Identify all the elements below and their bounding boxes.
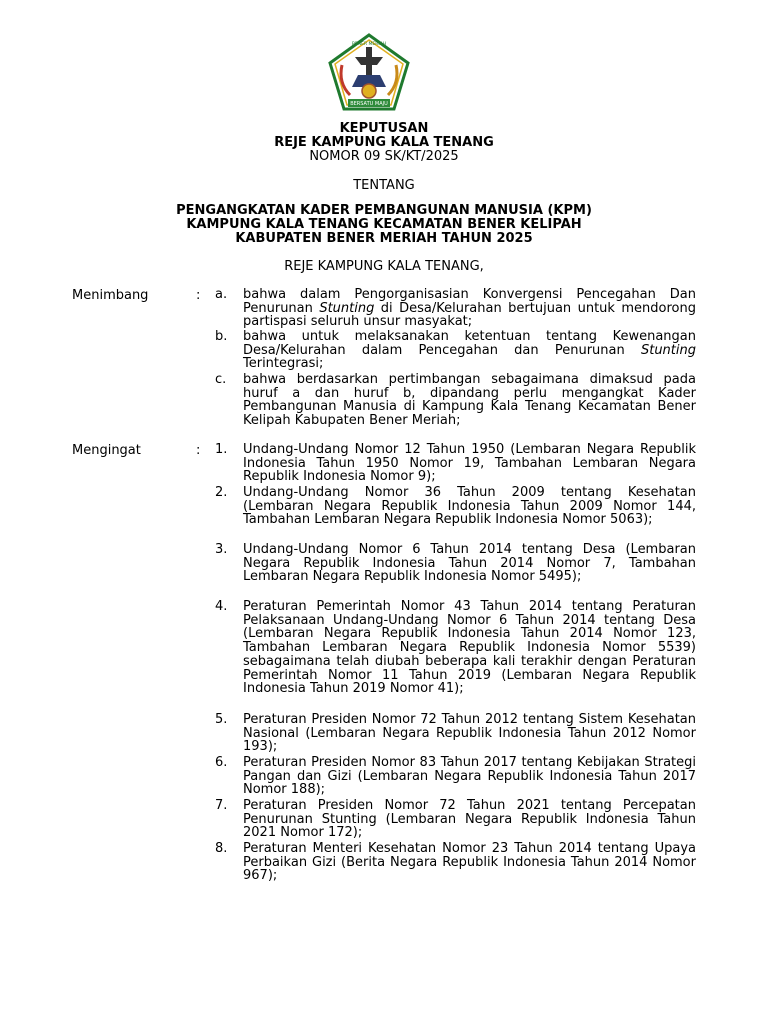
svg-text:BERSATU MAJU: BERSATU MAJU — [350, 101, 388, 107]
subject-line-2: KAMPUNG KALA TENANG KECAMATAN BENER KELIPAH — [186, 217, 582, 232]
mengingat-item: 4. Peraturan Pemerintah Nomor 43 Tahun 2014 tentang Peraturan Pelaksanaan Undang-Undang Nomor 6 Tahun 2014 tentang Desa (Lembaran Negara Republik Indonesia Tahun 2014 Nomor 123, Tambahan Lembaran Negara Republik Indonesia Nomor 5539) sebagaimana telah diubah beberapa kali terakhir dengan Peraturan Pemerintah Nomor 11 Tahun 2019 (Lembaran Negara Republik Indonesia Tahun 2019 Nomor 41); — [215, 599, 696, 697]
mengingat-item: 8. Peraturan Menteri Kesehatan Nomor 23 Tahun 2014 tentang Upaya Perbaikan Gizi (Berita Negara Republik Indonesia Tahun 2014 Nomor 967); — [215, 841, 696, 884]
item-marker: 1. — [215, 442, 228, 457]
subject-line-1: PENGANGKATAN KADER PEMBANGUNAN MANUSIA (KPM) — [176, 203, 592, 218]
item-marker: a. — [215, 287, 228, 302]
menimbang-item: b. bahwa untuk melaksanakan ketentuan tentang Kewenangan Desa/Kelurahan dalam Pencegahan dan Penurunan Stunting Terintegrasi; — [215, 329, 696, 372]
menimbang-item: c. bahwa berdasarkan pertimbangan sebagaimana dimaksud pada huruf a dan huruf b, dipandang perlu mengangkat Kader Pembangunan Manusia di Kampung Kala Tenang Kecamatan Bener Kelipah Kabupaten Bener Meriah; — [215, 372, 696, 429]
mengingat-colon: : — [196, 443, 201, 458]
menimbang-colon: : — [196, 288, 201, 303]
issuer-title: REJE KAMPUNG KALA TENANG — [274, 135, 494, 150]
mengingat-item: 1. Undang-Undang Nomor 12 Tahun 1950 (Lembaran Negara Republik Indonesia Tahun 1950 Nomor 19, Tambahan Lembaran Negara Republik Indonesia Nomor 9); — [215, 442, 696, 485]
subject-line-3: KABUPATEN BENER MERIAH TAHUN 2025 — [235, 231, 533, 246]
mengingat-item: 5. Peraturan Presiden Nomor 72 Tahun 2012 tentang Sistem Kesehatan Nasional (Lembaran Negara Republik Indonesia Tahun 2012 Nomor 193); — [215, 712, 696, 755]
decree-number: NOMOR 09 SK/KT/2025 — [309, 149, 459, 164]
mengingat-item: 7. Peraturan Presiden Nomor 72 Tahun 2021 tentang Percepatan Penurunan Stunting (Lembaran Negara Republik Indonesia Tahun 2021 Nomor 172); — [215, 798, 696, 841]
document-title: KEPUTUSAN — [339, 121, 429, 136]
item-marker: 2. — [215, 485, 228, 500]
official-title: REJE KAMPUNG KALA TENANG, — [284, 259, 484, 274]
item-marker: 5. — [215, 712, 228, 727]
item-marker: 4. — [215, 599, 228, 614]
regency-emblem-icon — [328, 33, 410, 113]
mengingat-label: Mengingat — [72, 443, 141, 458]
item-marker: c. — [215, 372, 227, 387]
item-marker: b. — [215, 329, 228, 344]
svg-text:BENER MERIAH: BENER MERIAH — [351, 42, 387, 47]
item-marker: 7. — [215, 798, 228, 813]
menimbang-item: a. bahwa dalam Pengorganisasian Konvergensi Pencegahan Dan Penurunan Stunting di Desa/Kelurahan bertujuan untuk mendorong partispasi seluruh unsur masyakat; — [215, 287, 696, 330]
mengingat-item: 6. Peraturan Presiden Nomor 83 Tahun 2017 tentang Kebijakan Strategi Pangan dan Gizi (Lembaran Negara Republik Indonesia Tahun 2017 Nomor 188); — [215, 755, 696, 798]
item-marker: 8. — [215, 841, 228, 856]
menimbang-label: Menimbang — [72, 288, 149, 303]
mengingat-item: 3. Undang-Undang Nomor 6 Tahun 2014 tentang Desa (Lembaran Negara Republik Indonesia Tahun 2014 Nomor 7, Tambahan Lembaran Negara Republik Indonesia Nomor 5495); — [215, 542, 696, 585]
item-marker: 6. — [215, 755, 228, 770]
mengingat-item: 2. Undang-Undang Nomor 36 Tahun 2009 tentang Kesehatan (Lembaran Negara Republik Indonesia Tahun 2009 Nomor 144, Tambahan Lembaran Negara Republik Indonesia Nomor 5063); — [215, 485, 696, 528]
tentang-heading: TENTANG — [353, 178, 415, 193]
item-marker: 3. — [215, 542, 228, 557]
